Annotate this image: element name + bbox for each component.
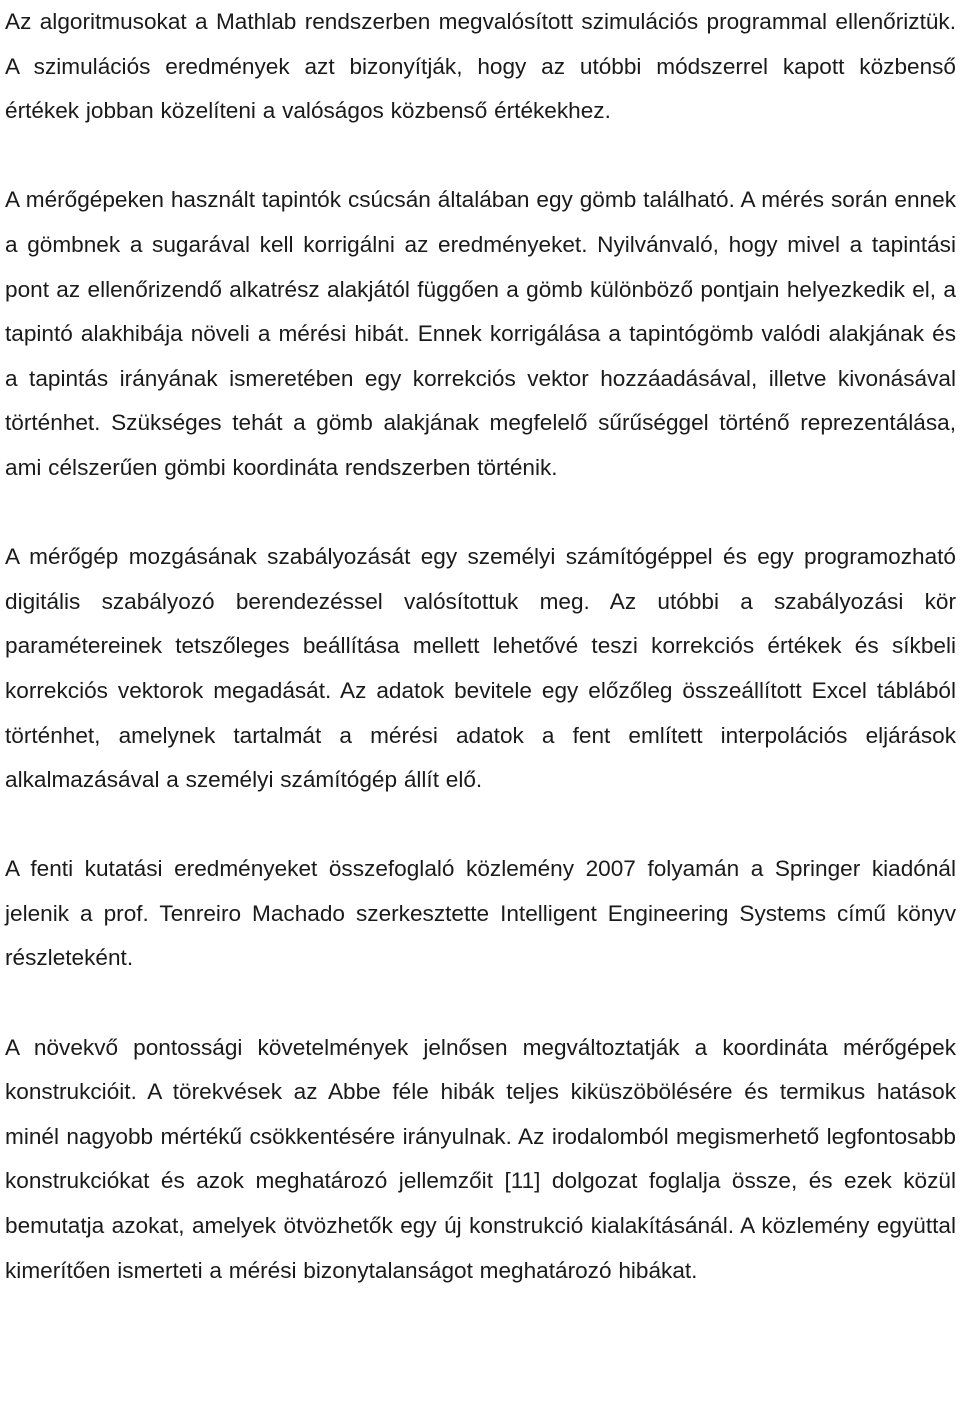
- paragraph-motion-control: A mérőgép mozgásának szabályozását egy személyi számítógéppel és egy programozható digitális szabályozó berendezéssel valósítottuk meg. Az utóbbi a szabályozási kör paramétereinek tetszőleges beállítása mellett lehetővé teszi korrekciós értékek és síkbeli korrekciós vektorok megadását. Az adatok bevitele egy előzőleg összeállított Excel táblából történhet, amelynek tartalmát a mérési adatok a fent említett interpolációs eljárások alkalmazásával a személyi számítógép állít elő.: [5, 544, 956, 793]
- paragraph-gap: [5, 491, 956, 536]
- document-page: [5, 0, 956, 1293]
- paragraph-accuracy-requirements: A növekvő pontossági követelmények jelnősen megváltoztatják a koordináta mérőgépek konstrukcióit. A törekvések az Abbe féle hibák teljes kiküszöbölésére és termikus hatások minél nagyobb mértékű csökkentésére irányulnak. Az irodalomból megismerhető legfontosabb konstrukciókat és azok meghatározó jellemzőit [11] dolgozat foglalja össze, és ezek közül bemutatja azokat, amelyek ötvözhetők egy új konstrukció kialakításánál. A közlemény együttal kimerítően ismerteti a mérési bizonytalanságot meghatározó hibákat.: [5, 1034, 956, 1283]
- paragraph-gap: [5, 981, 956, 1026]
- paragraph-simulation: Az algoritmusokat a Mathlab rendszerben megvalósított szimulációs programmal ellenőriztük. A szimulációs eredmények azt bizonyítják, hogy az utóbbi módszerrel kapott közbenső értékek jobban közelíteni a valóságos közbenső értékekhez.: [5, 9, 956, 124]
- paragraph-probe-sphere: A mérőgépeken használt tapintók csúcsán általában egy gömb található. A mérés során ennek a gömbnek a sugarával kell korrigálni az eredményeket. Nyilvánvaló, hogy mivel a tapintási pont az ellenőrizendő alkatrész alakjától függően a gömb különböző pontjain helyezkedik el, a tapintó alakhibája növeli a mérési hibát. Ennek korrigálása a tapintógömb valódi alakjának és a tapintás irányának ismeretében egy korrekciós vektor hozzáadásával, illetve kivonásával történhet. Szükséges tehát a gömb alakjának megfelelő sűrűséggel történő reprezentálása, ami célszerűen gömbi koordináta rendszerben történik.: [5, 187, 956, 480]
- paragraph-gap: [5, 803, 956, 848]
- paragraph-gap: [5, 134, 956, 179]
- paragraph-publication: A fenti kutatási eredményeket összefoglaló közlemény 2007 folyamán a Springer kiadónál jelenik a prof. Tenreiro Machado szerkesztette Intelligent Engineering Systems című könyv részleteként.: [5, 856, 956, 971]
